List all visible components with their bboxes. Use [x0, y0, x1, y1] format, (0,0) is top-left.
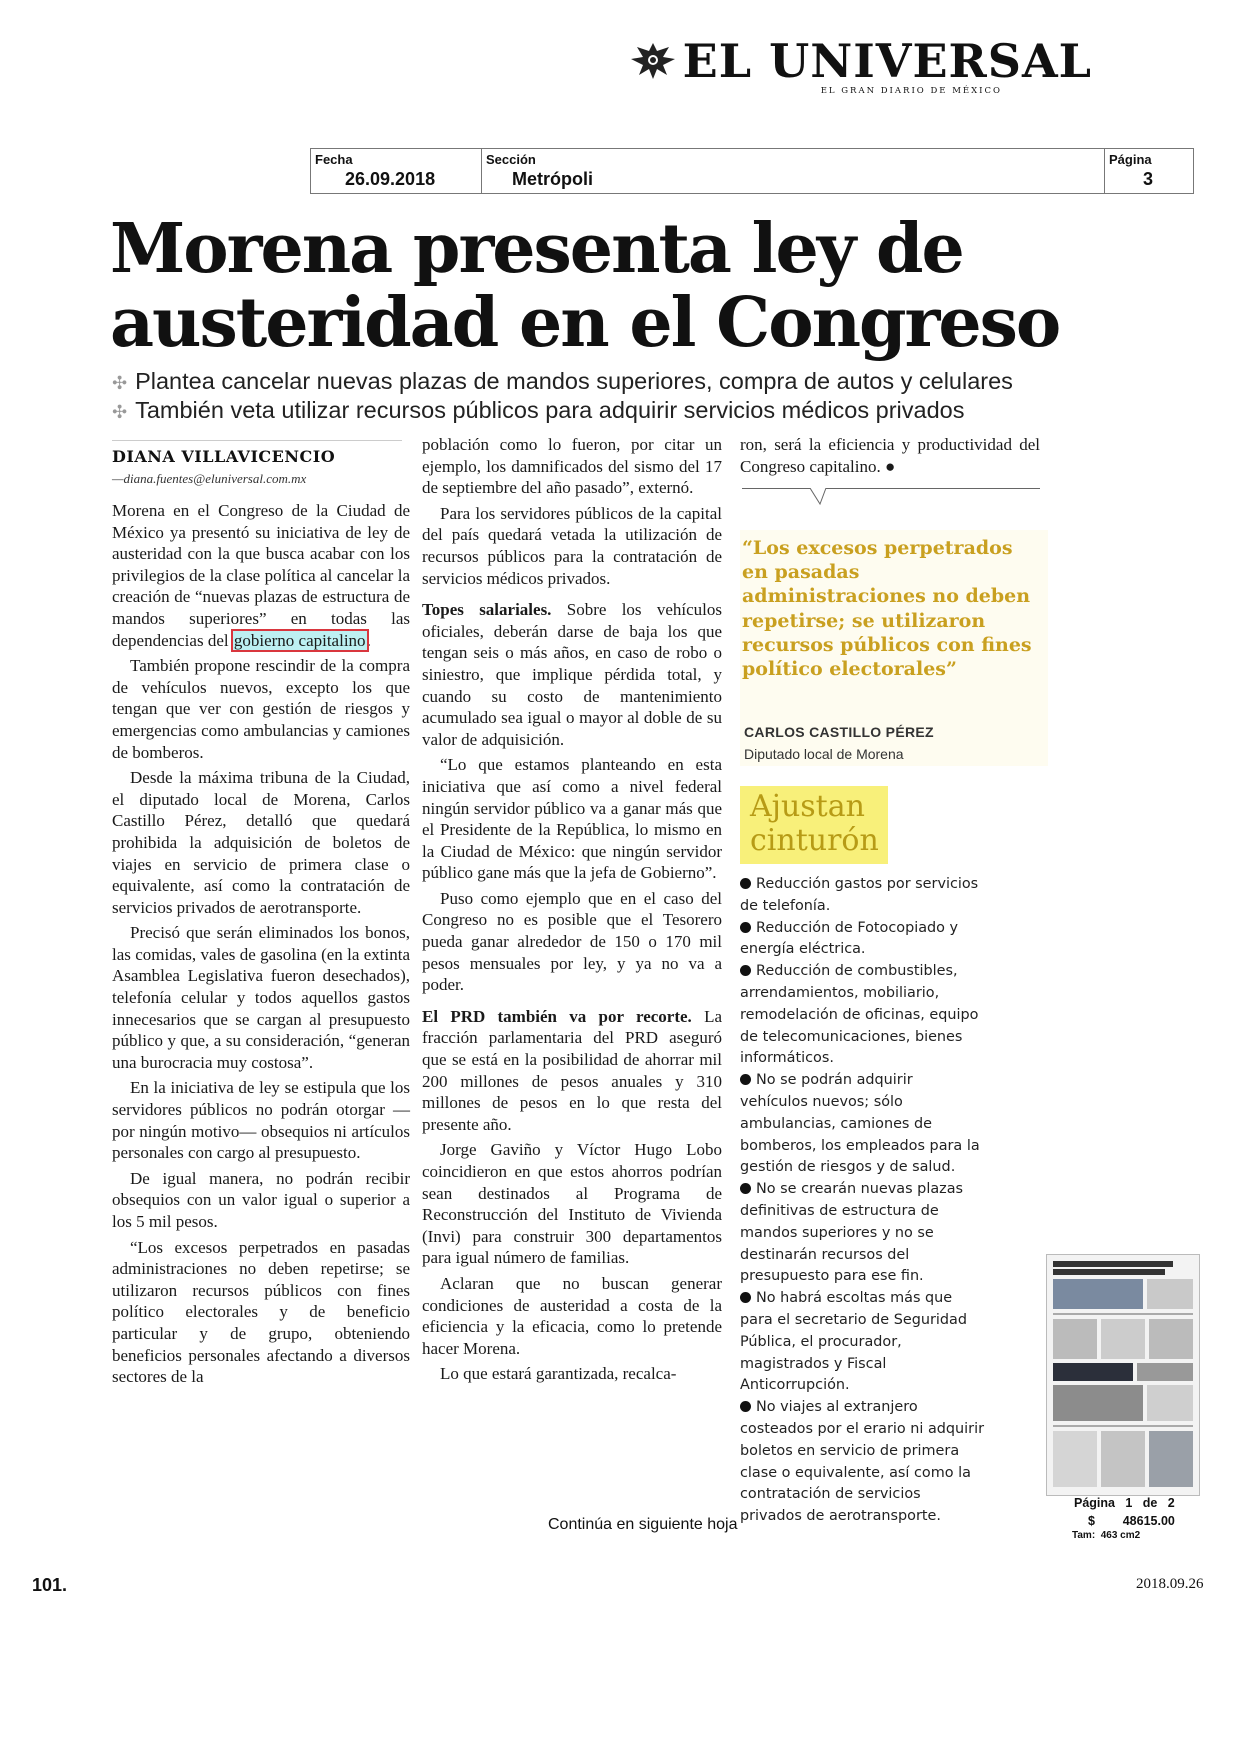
article-column-1 — [112, 500, 410, 1388]
list-item-text: No se podrán adquirir vehículos nuevos; sólo ambulancias, camiones de bomberos, los empleados para la gestión de riesgos y de salud. — [740, 1072, 980, 1176]
price-value: $ 48615.00 — [1088, 1514, 1175, 1528]
paragraph — [740, 434, 1040, 477]
subhead: Topes salariales. — [422, 600, 552, 620]
bullet-dot-icon — [740, 965, 751, 976]
list-item — [740, 961, 984, 1070]
bullet-dot-icon — [740, 922, 751, 933]
subhead: El PRD también va por recorte. — [422, 1006, 692, 1026]
deck-line-1 — [112, 368, 1092, 395]
fecha-value: 26.09.2018 — [345, 169, 436, 189]
list-item — [740, 874, 984, 918]
highlighted-term: gobierno capitalino — [233, 630, 366, 650]
article-column-2 — [422, 434, 722, 1385]
pull-quote: “Los excesos perpetrados en pasadas administraciones no deben repetirse; se utilizaron recursos públicos con fines político electorales” — [742, 537, 1032, 681]
seccion-label: Sección — [486, 152, 536, 167]
paragraph: También propone rescindir de la compra de vehículos nuevos, excepto los que tengan que ver con gestión de riesgos y emergencias como ambulancias y camiones de bomberos. — [112, 656, 410, 762]
list-item — [740, 1397, 984, 1528]
text-run: Sobre los vehículos oficiales, deberán darse de baja los que tengan seis o más años, en caso de robo o siniestro, que implique pérdida total, y cuando su costo de mantenimiento acumulado sea igual o mayor al doble de su valor de adquisición. — [422, 600, 722, 749]
quote-rule — [742, 488, 1040, 489]
text-run: La fracción parlamentaria del PRD aseguró que se está en la posibilidad de ahorrar mil 200 millones de pesos anuales y 310 millones de pesos en lo que resta del presente año. — [422, 1006, 722, 1134]
list-item — [740, 1179, 984, 1288]
seccion-value: Metrópoli — [512, 169, 593, 189]
list-item-text: No se crearán nuevas plazas definitivas de estructura de mandos superiores y no se destinarán recursos del presupuesto para ese fin. — [740, 1181, 964, 1285]
quote-pointer-icon — [810, 488, 830, 508]
list-item-text: No viajes al extranjero costeados por el erario ni adquirir boletos en servicio de primera clase o equivalente, así como la contratación de servicios privados de aerotransporte. — [740, 1399, 985, 1525]
bullet-star-icon: ✣ — [112, 402, 128, 422]
eagle-logo-icon — [629, 39, 677, 83]
bullet-dot-icon — [740, 878, 751, 889]
fecha-label: Fecha — [315, 152, 353, 167]
list-item-text: Reducción de Fotocopiado y energía eléctrica. — [740, 919, 959, 958]
pagina-cell — [1105, 149, 1193, 193]
deck-text-1: Plantea cancelar nuevas plazas de mandos superiores, compra de autos y celulares — [135, 368, 1013, 394]
sidebar-title-line-2: cinturón — [750, 823, 879, 858]
list-item — [740, 1070, 984, 1179]
info-bar — [310, 148, 1194, 194]
list-item — [740, 918, 984, 962]
byline-email: —diana.fuentes@eluniversal.com.mx — [112, 471, 307, 486]
bullet-dot-icon — [740, 1074, 751, 1085]
paragraph: Jorge Gaviño y Víctor Hugo Lobo coincidieron en que estos ahorros podrían sean destinados al Programa de Reconstrucción del Instituto de Vivienda (Invi) para construir 300 departamentos para igual número de familias. — [422, 1140, 722, 1268]
clip-number: 101. — [32, 1575, 68, 1595]
masthead-subtitle: EL GRAN DIARIO DE MÉXICO — [820, 86, 1002, 96]
continues-note: Continúa en siguiente hoja — [548, 1516, 738, 1533]
deck-text-2: También veta utilizar recursos públicos para adquirir servicios médicos privados — [135, 397, 965, 423]
text-run: Morena en el Congreso de la Ciudad de México ya presentó su iniciativa de ley de austeridad con la que busca acabar con los privilegios de la clase política al cancelar la creación de “nuevas plazas de estructura de mandos superiores” en todas las dependencias del — [112, 501, 410, 650]
page-thumbnail — [1046, 1254, 1200, 1496]
paragraph: Aclaran que no buscan generar condiciones de austeridad a costa de la eficiencia y la eficacia, como lo pretende hacer Morena. — [422, 1273, 722, 1358]
footer-date: 2018.09.26 — [1136, 1576, 1204, 1592]
bullet-dot-icon — [740, 1292, 751, 1303]
text-run: . — [366, 630, 371, 650]
end-mark: ● — [884, 456, 896, 476]
paragraph: “Los excesos perpetrados en pasadas administraciones no deben repetirse; se utilizaron recursos públicos con fines político electorales y de beneficio particular y de grupo, obteniendo beneficios personales afectando a diversos sectores de la — [112, 1237, 410, 1387]
paragraph: Lo que estará garantizada, recalca- — [440, 1364, 677, 1384]
paragraph: De igual manera, no podrán recibir obsequios con un valor igual o superior a los 5 mil pesos. — [112, 1168, 410, 1231]
page-count: Página 1 de 2 — [1074, 1496, 1175, 1510]
paragraph — [422, 599, 722, 750]
deck-line-2 — [112, 397, 1092, 424]
pagina-label: Página — [1109, 152, 1152, 167]
paragraph: Puso como ejemplo que en el caso del Congreso no es posible que el Tesorero pueda ganar alrededor de 150 o 170 mil pesos mensuales por ley, y ya no va a poder. — [422, 888, 722, 995]
sidebar-title-line-1: Ajustan — [750, 789, 865, 824]
size-value: Tam: 463 cm2 — [1072, 1530, 1141, 1541]
paragraph: En la iniciativa de ley se estipula que los servidores públicos no podrán otorgar —por ningún motivo— obsequios ni artículos personales con cargo al presupuesto. — [112, 1078, 410, 1163]
masthead-title: EL UNIVERSAL — [682, 34, 1092, 88]
pagina-value: 3 — [1143, 169, 1154, 189]
headline-line-1: Morena presenta ley de — [110, 209, 963, 289]
sidebar-box-title — [740, 786, 888, 864]
quote-role: Diputado local de Morena — [744, 746, 904, 762]
byline-author: DIANA VILLAVICENCIO — [112, 447, 336, 466]
headline — [110, 209, 1070, 363]
paragraph: “Lo que estamos planteando en esta iniciativa que así como a nivel federal ningún servidor público va a ganar más que el Presidente de la República, lo mismo en la Ciudad de México: que ningún servidor público gane más que la jefa de Gobierno”. — [422, 755, 722, 883]
bullet-star-icon: ✣ — [112, 373, 128, 393]
article-column-3 — [740, 434, 1040, 477]
paragraph: Precisó que serán eliminados los bonos, las comidas, vales de gasolina (en la extinta Asamblea Legislativa fueron desechados), telefonía celular y todos aquellos gastos innecesarios que se cargan al presupuesto público y que, a su consideración, “generan una burocracia muy costosa”. — [112, 923, 410, 1072]
fecha-cell — [311, 149, 482, 193]
page-thumbnail-image — [1047, 1255, 1199, 1495]
list-item-text: No habrá escoltas más que para el secretario de Seguridad Pública, el procurador, magistrados y Fiscal Anticorrupción. — [740, 1290, 967, 1394]
paragraph: población como lo fueron, por citar un ejemplo, los damnificados del sismo del 17 de septiembre del año pasado”, externó. — [422, 435, 722, 498]
paragraph — [112, 500, 410, 651]
bullet-dot-icon — [740, 1401, 751, 1412]
text-run: ron, será la eficiencia y productividad del Congreso capitalino. — [740, 435, 1040, 476]
quote-author: CARLOS CASTILLO PÉREZ — [744, 724, 934, 740]
paragraph: Desde la máxima tribuna de la Ciudad, el diputado local de Morena, Carlos Castillo Pérez, detalló que quedará prohibida la adquisición de boletos de viajes en servicio de primera clase o equivalente, así como la contratación de servicios privados de aerotransporte. — [112, 768, 410, 917]
headline-line-2: austeridad en el Congreso — [110, 283, 1060, 363]
list-item — [740, 1288, 984, 1397]
paragraph: Para los servidores públicos de la capital del país quedará vetada la utilización de recursos públicos para la contratación de servicios médicos privados. — [422, 503, 722, 588]
list-item-text: Reducción de combustibles, arrendamientos, mobiliario, remodelación de oficinas, equipo de telecomunicaciones, bienes informáticos. — [740, 963, 979, 1067]
paragraph — [422, 1006, 722, 1136]
sidebar-bullet-list — [740, 874, 984, 1528]
byline-rule — [112, 440, 402, 441]
bullet-dot-icon — [740, 1183, 751, 1194]
seccion-cell — [482, 149, 1105, 193]
masthead — [629, 34, 1092, 96]
list-item-text: Reducción gastos por servicios de telefonía. — [740, 876, 979, 914]
